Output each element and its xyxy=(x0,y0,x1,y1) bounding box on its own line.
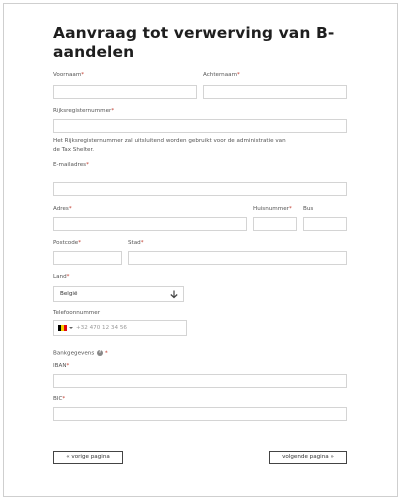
national-register-help: Het Rijksregisternummer zal uitsluitend worden gebruikt voor de administratie van de Tax Shelter. xyxy=(53,138,286,153)
required-mark: * xyxy=(140,240,144,246)
belgium-flag-icon[interactable] xyxy=(58,325,67,331)
national-register-label xyxy=(53,108,114,115)
last-name-label-text: Achternaam xyxy=(203,72,238,78)
country-label xyxy=(53,274,69,281)
page-title: Aanvraag tot verwerving van B-aandelen xyxy=(53,24,335,61)
required-mark: * xyxy=(86,162,89,168)
phone-input[interactable] xyxy=(53,320,187,336)
postcode-label xyxy=(53,240,81,247)
iban-label-text: IBAN xyxy=(53,363,67,369)
required-mark: * xyxy=(66,363,70,369)
bic-input[interactable] xyxy=(53,407,347,421)
last-name-input[interactable] xyxy=(203,85,347,99)
email-label xyxy=(53,162,89,169)
bank-details-label xyxy=(53,350,108,358)
flag-stripe-red xyxy=(64,325,67,331)
postcode-label-text: Postcode xyxy=(53,240,79,246)
required-mark: * xyxy=(81,72,85,78)
required-mark: * xyxy=(237,72,240,78)
phone-label: Telefoonnummer xyxy=(53,310,100,316)
last-name-label xyxy=(203,72,240,79)
house-number-input[interactable] xyxy=(253,217,297,231)
iban-input[interactable] xyxy=(53,374,347,388)
city-input[interactable] xyxy=(128,251,347,265)
postcode-input[interactable] xyxy=(53,251,122,265)
house-number-label xyxy=(253,206,292,213)
national-register-label-text: Rijksregisternummer xyxy=(53,108,112,114)
phone-placeholder: +32 470 12 34 56 xyxy=(76,325,127,331)
required-mark: * xyxy=(62,396,66,402)
info-icon[interactable]: ? xyxy=(98,350,102,355)
email-label-text: E-mailadres xyxy=(53,162,87,168)
bus-label: Bus xyxy=(303,206,314,212)
first-name-label-text: Voornaam xyxy=(53,72,82,78)
previous-page-button[interactable]: « vorige pagina xyxy=(53,451,123,464)
address-label xyxy=(53,206,72,213)
address-input[interactable] xyxy=(53,217,247,231)
required-mark: * xyxy=(104,350,108,357)
country-label-text: Land xyxy=(53,274,67,280)
required-mark: * xyxy=(288,206,292,212)
bus-input[interactable] xyxy=(303,217,347,231)
required-mark: * xyxy=(66,274,70,280)
first-name-label xyxy=(53,72,84,79)
national-register-input[interactable] xyxy=(53,119,347,133)
country-select-value: België xyxy=(60,291,78,297)
city-label xyxy=(128,240,144,247)
iban-label xyxy=(53,363,69,370)
address-label-text: Adres xyxy=(53,206,69,212)
bic-label-text: BIC xyxy=(53,396,63,402)
house-number-label-text: Huisnummer xyxy=(253,206,289,212)
required-mark: * xyxy=(68,206,72,212)
chevron-down-icon xyxy=(69,327,73,329)
required-mark: * xyxy=(111,108,115,114)
bank-details-label-text: Bankgegevens xyxy=(53,350,95,357)
country-select[interactable] xyxy=(53,286,184,302)
email-input[interactable] xyxy=(53,182,347,196)
arrow-down-icon xyxy=(169,289,179,299)
next-page-button[interactable]: volgende pagina » xyxy=(269,451,347,464)
city-label-text: Stad xyxy=(128,240,141,246)
first-name-input[interactable] xyxy=(53,85,197,99)
required-mark: * xyxy=(78,240,81,246)
bic-label xyxy=(53,396,65,403)
